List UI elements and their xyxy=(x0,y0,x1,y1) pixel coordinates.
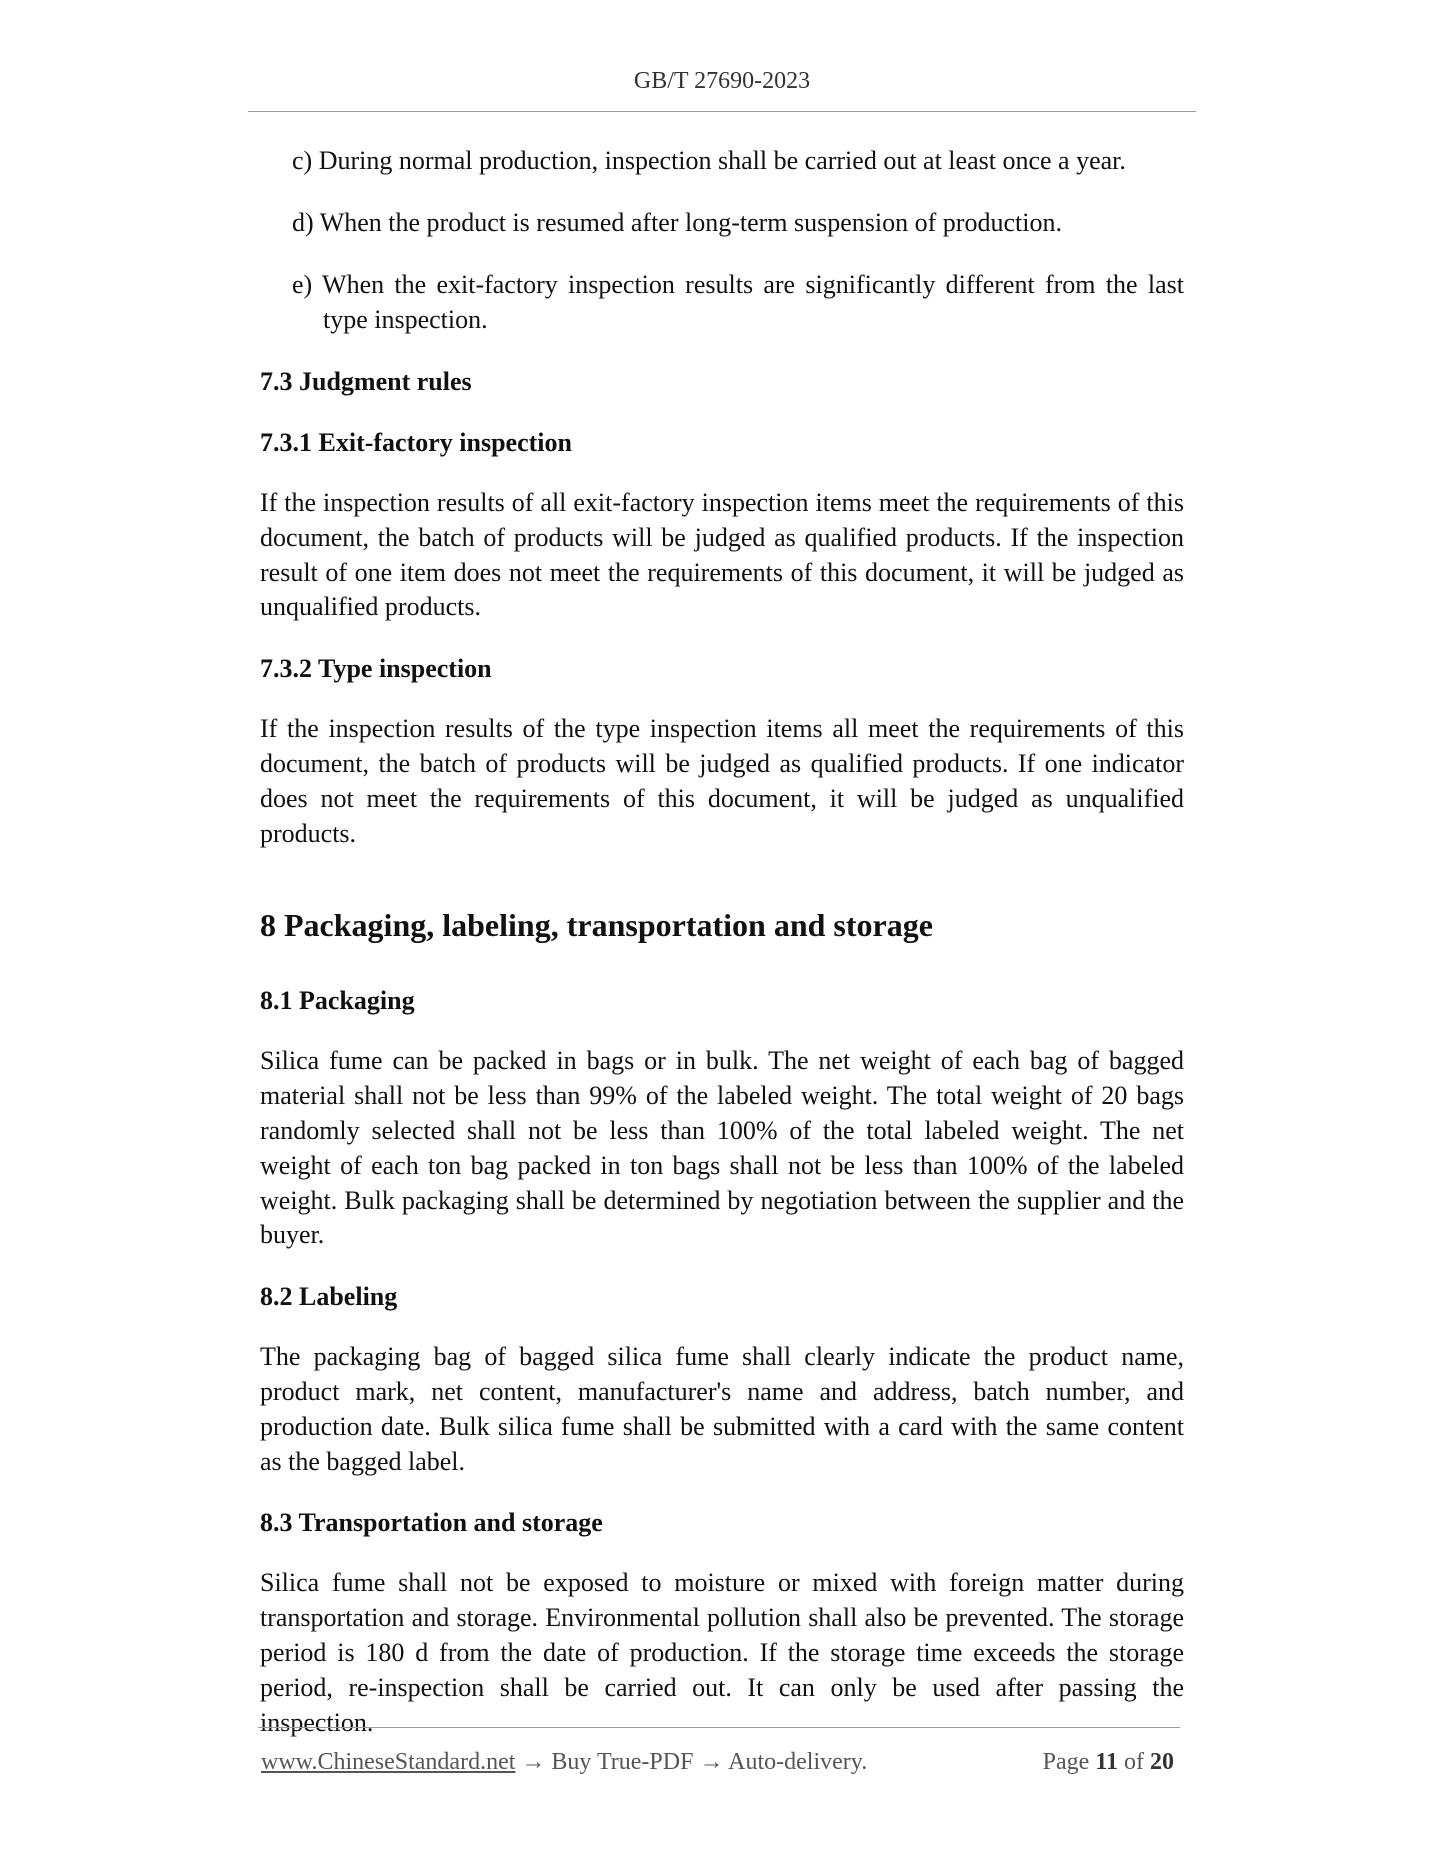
heading-section-8: 8 Packaging, labeling, transportation and storage xyxy=(260,907,933,944)
page-current: 11 xyxy=(1095,1749,1118,1775)
list-item-d: d) When the product is resumed after long-term suspension of production. xyxy=(292,208,1062,237)
heading-8-1: 8.1 Packaging xyxy=(260,986,415,1016)
page-header-title: GB/T 27690-2023 xyxy=(633,68,811,94)
auto-delivery-text: Auto-delivery. xyxy=(728,1749,868,1775)
paragraph-8-2: The packaging bag of bagged silica fume shall clearly indicate the product name, product mark, net content, manufacturer's name and address, batch number, and production date. Bulk silica fume shall be submitted with a card with the same content as the bagged label. xyxy=(260,1342,1184,1476)
paragraph-8-3: Silica fume shall not be exposed to moisture or mixed with foreign matter during transportation and storage. Environmental pollution shall also be prevented. The storage period is 180 d from the date of production. If the storage time exceeds the storage period, re-inspection shall be carried out. It can only be used after passing the inspection. xyxy=(260,1568,1184,1737)
of-label: of xyxy=(1124,1749,1144,1775)
paragraph-7-3-2: If the inspection results of the type inspection items all meet the requirements of this document, the batch of products will be judged as qualified products. If one indicator does not meet the requirements of this document, it will be judged as unqualified products. xyxy=(260,714,1184,848)
paragraph-7-3-1: If the inspection results of all exit-factory inspection items meet the requirements of this document, the batch of products will be judged as qualified products. If the inspection result of one item does not meet the requirements of this document, it will be judged as unqualified products. xyxy=(260,488,1184,622)
buy-pdf-text: Buy True-PDF xyxy=(551,1749,694,1775)
arrow-right-icon: → xyxy=(699,1749,724,1775)
document-body xyxy=(260,143,1184,1766)
paragraph-8-1: Silica fume can be packed in bags or in bulk. The net weight of each bag of bagged material shall not be less than 99% of the labeled weight. The total weight of 20 bags randomly selected shall not be less than 100% of the total labeled weight. The net weight of each ton bag packed in ton bags shall not be less than 100% of the labeled weight. Bulk packaging shall be determined by negotiation between the supplier and the buyer. xyxy=(260,1046,1184,1250)
heading-7-3: 7.3 Judgment rules xyxy=(260,367,472,396)
heading-7-3-1: 7.3.1 Exit-factory inspection xyxy=(260,428,572,457)
page-label: Page xyxy=(1042,1749,1090,1775)
footer-divider xyxy=(258,1727,1180,1728)
list-item-c: c) During normal production, inspection shall be carried out at least once a year. xyxy=(292,146,1126,175)
page-number xyxy=(1043,1747,1174,1777)
header-divider xyxy=(248,111,1196,112)
heading-8-2: 8.2 Labeling xyxy=(260,1282,398,1312)
chinesestandard-link[interactable]: www.ChineseStandard.net xyxy=(261,1749,516,1775)
arrow-right-icon: → xyxy=(521,1749,546,1775)
heading-8-3: 8.3 Transportation and storage xyxy=(260,1508,603,1538)
list-item-e: e) When the exit-factory inspection results are significantly different from the last type inspection. xyxy=(292,270,1184,334)
footer-promo xyxy=(261,1747,867,1777)
heading-7-3-2: 7.3.2 Type inspection xyxy=(260,654,492,684)
page-total: 20 xyxy=(1150,1749,1174,1775)
